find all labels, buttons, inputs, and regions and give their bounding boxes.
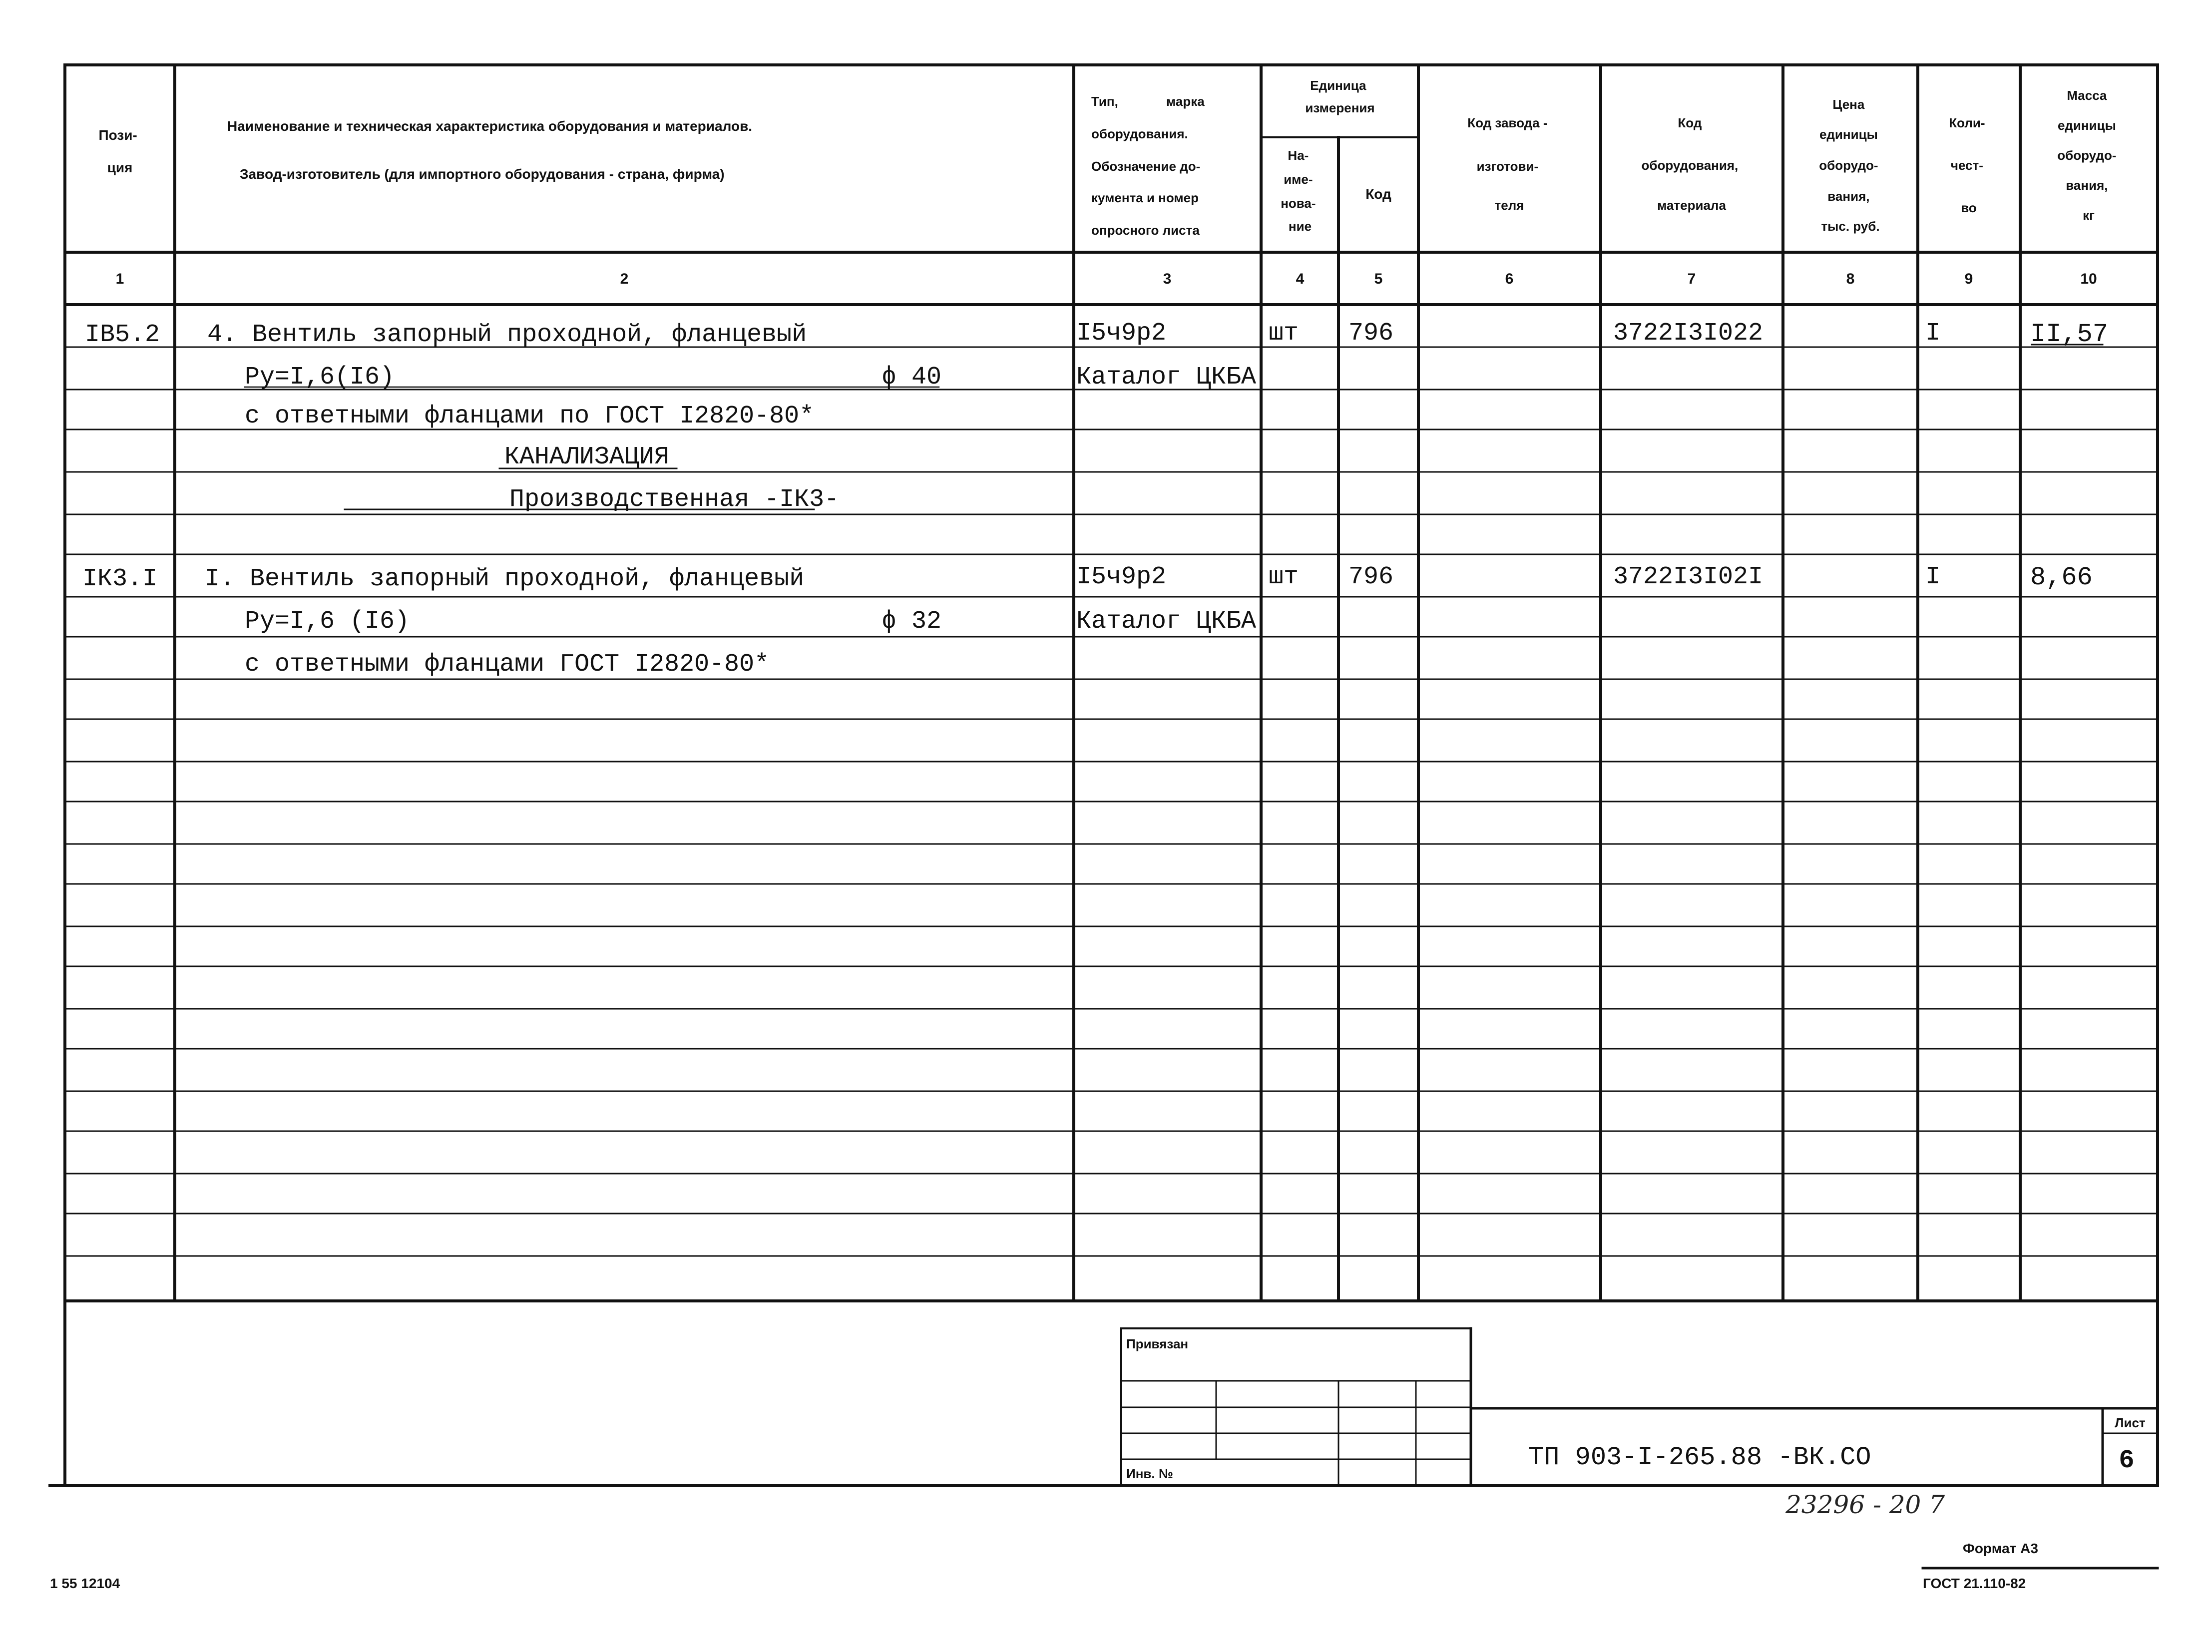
document-number: ТП 903-I-265.88 -ВК.СО: [1528, 1443, 1871, 1472]
table-row: [245, 650, 769, 679]
table-header: [98, 78, 2120, 238]
header-price: Цена единицы оборудо- вания, тыс. руб.: [1819, 97, 1880, 234]
cell-name: с ответными фланцами ГОСТ I2820-80*: [245, 650, 770, 679]
table-row: [245, 402, 814, 430]
column-number: 9: [1964, 271, 1973, 287]
cell-name: I. Вентиль запорный проходной, фланцевый: [205, 565, 805, 593]
column-numbers: [116, 271, 2097, 287]
header-quantity: Коли- чест- во: [1949, 115, 1985, 215]
header-unit-group: Единица измерения: [1305, 78, 1375, 115]
handwritten-archive-number: 23296 - 20 7: [1785, 1490, 1945, 1519]
table-body: [82, 319, 2108, 679]
table-row: [82, 563, 2093, 593]
column-number: 4: [1296, 271, 1305, 287]
column-number: 6: [1505, 271, 1514, 287]
sheet-label: Лист: [2115, 1415, 2146, 1430]
cell-name: Ру=I,6(I6): [245, 363, 395, 392]
cell-quantity: I: [1925, 563, 1941, 591]
table-row: [245, 607, 1256, 636]
footer-format: Формат А3: [1963, 1541, 2038, 1556]
cell-mass: II,57: [2030, 320, 2109, 349]
cell-position: IB5.2: [85, 321, 160, 349]
bound-label: Привязан: [1126, 1336, 1189, 1351]
table-row: [245, 363, 1256, 392]
cell-type: Каталог ЦКБА: [1076, 607, 1257, 636]
column-number: 2: [620, 271, 629, 287]
cell-type: Каталог ЦКБА: [1076, 363, 1257, 392]
column-number: 10: [2080, 271, 2097, 287]
cell-unit: шт: [1269, 319, 1299, 348]
cell-unit: шт: [1269, 563, 1299, 591]
cell-mass: 8,66: [2030, 563, 2093, 592]
sheet-number: 6: [2119, 1446, 2135, 1475]
header-mass: Масса единицы оборудо- вания, кг: [2057, 88, 2117, 223]
cell-unit-code: 796: [1348, 319, 1394, 348]
cell-quantity: I: [1925, 319, 1941, 348]
cell-type: I5ч9р2: [1076, 563, 1167, 591]
header-equipment-code: Код оборудования, материала: [1641, 115, 1739, 213]
cell-type: I5ч9р2: [1076, 319, 1167, 348]
section-title: КАНАЛИЗАЦИЯ: [504, 443, 670, 471]
cell-equipment-code: 3722I3I022: [1613, 319, 1764, 348]
cell-position: IК3.I: [82, 565, 158, 593]
header-unit-code: Код: [1365, 186, 1391, 202]
table-row: [85, 319, 2108, 349]
column-number: 7: [1687, 271, 1696, 287]
table-row: [345, 485, 839, 514]
column-number: 3: [1163, 271, 1172, 287]
cell-unit-code: 796: [1348, 563, 1394, 591]
footer-left-code: 1 55 12104: [50, 1576, 120, 1591]
header-unit-name: На- име- нова- ние: [1281, 148, 1316, 234]
header-type: Тип, марка оборудования. Обозначение до- кумента и номер опросного листа: [1091, 94, 1205, 238]
footer-gost: ГОСТ 21.110-82: [1923, 1576, 2026, 1591]
cell-name: 4. Вентиль запорный проходной, фланцевый: [207, 321, 807, 349]
table-grid: [50, 65, 2158, 1568]
cell-diameter: ɸ 32: [882, 607, 942, 636]
cell-name: Ру=I,6 (I6): [245, 607, 410, 636]
subsection-title: Производственная -IК3-: [509, 485, 840, 514]
column-number: 5: [1374, 271, 1383, 287]
header-factory-code: Код завода - изготови- теля: [1467, 115, 1548, 213]
cell-diameter: ɸ 40: [882, 363, 942, 392]
column-number: 1: [115, 271, 124, 287]
table-row: [499, 443, 677, 471]
header-position: Пози- ция: [98, 127, 137, 175]
cell-name: с ответными фланцами по ГОСТ I2820-80*: [245, 402, 815, 430]
column-number: 8: [1846, 271, 1855, 287]
inventory-label: Инв. №: [1126, 1466, 1173, 1481]
header-name: Наименование и техническая характеристика оборудования и материалов. Завод-изготовитель (для импортного оборудования - страна, фирма): [227, 118, 753, 182]
cell-equipment-code: 3722I3I02I: [1613, 563, 1764, 591]
